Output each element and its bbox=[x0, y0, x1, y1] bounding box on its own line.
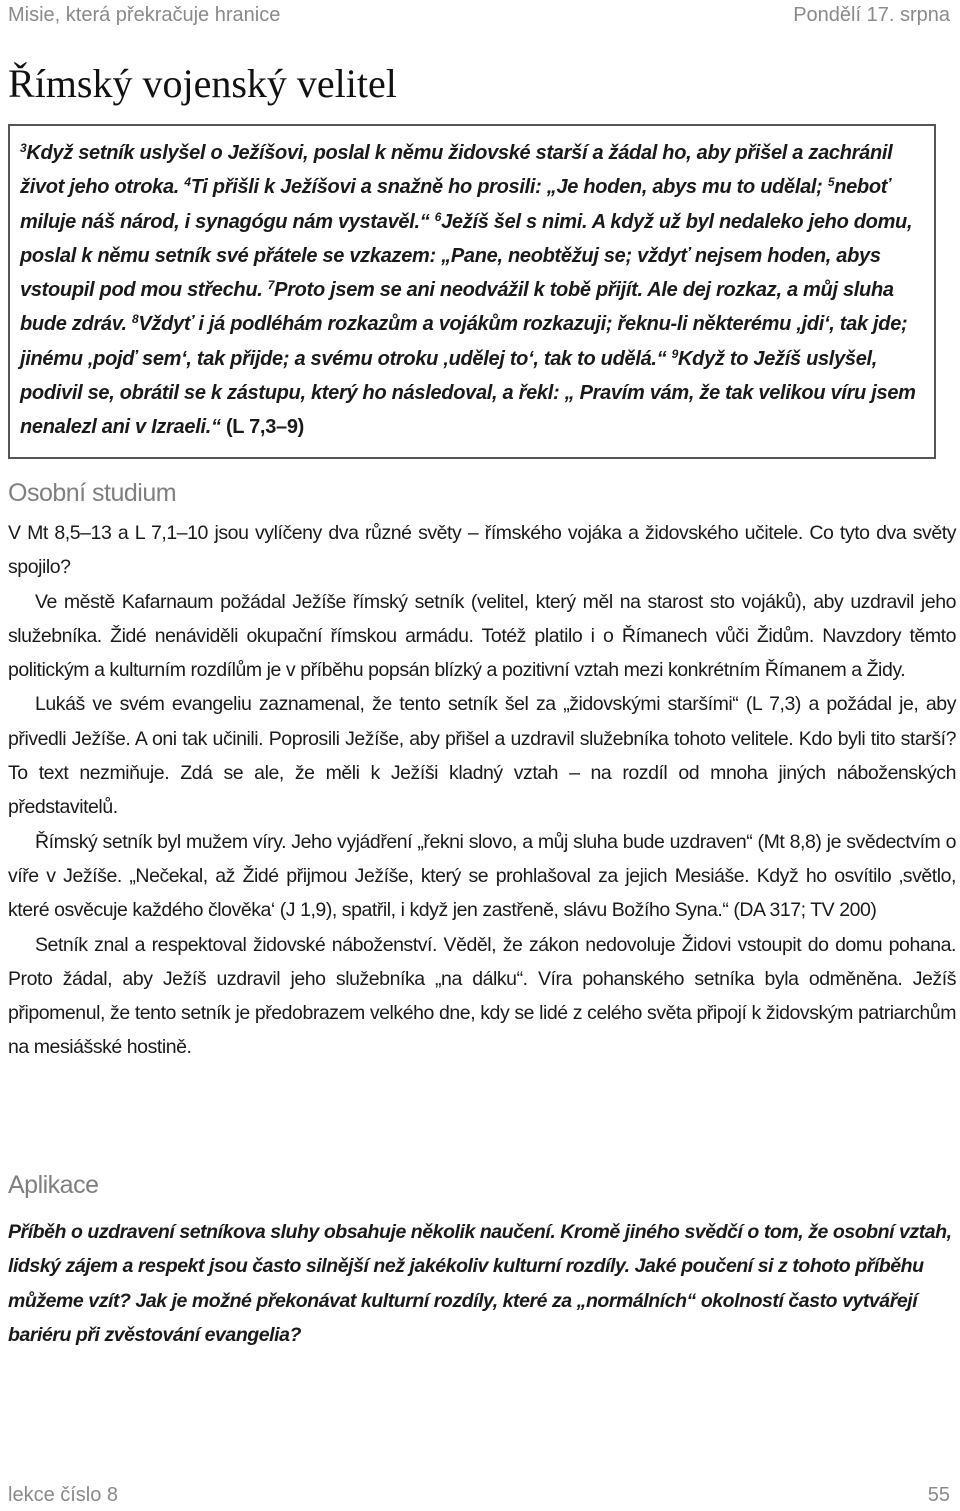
running-header-date: Pondělí 17. srpna bbox=[793, 4, 950, 26]
verse-text: Když to Ježíš uslyšel, podivil se, obrátil se k zástupu, který ho následoval, a řekl: „ Pravím vám, že tak velikou víru jsem nenalezl ani v Izraeli.“ bbox=[20, 347, 916, 439]
verse-number: 5 bbox=[827, 175, 835, 190]
study-paragraph: Ve městě Kafarnaum požádal Ježíše římský setník (velitel, který měl na starost sto vojáků), aby uzdravil jeho služebníka. Židé nenáviděli okupační římskou armádu. Totéž platilo i o Římanech vůči Židům. Navzdory těmto politickým a kulturním rozdílům je v příběhu popsán blízký a pozitivní vztah mezi konkrétním Římanem a Židy. bbox=[8, 590, 956, 682]
scripture-box bbox=[8, 124, 936, 459]
verse-text: neboť miluje náš národ, i synagógu nám vystavěl.“ bbox=[20, 176, 891, 233]
study-paragraph: Římský setník byl mužem víry. Jeho vyjádření „řekni slovo, a můj sluha bude uzdraven“ (Mt 8,8) je svědectvím o víře v Ježíše. „Nečekal, až Židé přijmou Ježíše, který se prohlašoval za jejich Mesiáše. Když ho osvítilo ‚světlo, které osvěcuje každého člověka‘ (J 1,9), spatřil, i když jen zastřeně, slávu Božího Syna.“ (DA 317; TV 200) bbox=[8, 830, 956, 922]
study-paragraph: Setník znal a respektoval židovské náboženství. Věděl, že zákon nedovoluje Židovi vstoupit do domu pohana. Proto žádal, aby Ježíš uzdravil jeho služebníka „na dálku“. Víra pohanského setníka byla odměněna. Ježíš připomenul, že tento setník je předobrazem velkého dne, kdy se lidé z celého světa připojí k židovským patriarchům na mesiášské hostině. bbox=[8, 933, 956, 1059]
verse-number: 4 bbox=[184, 175, 191, 190]
study-paragraph: V Mt 8,5–13 a L 7,1–10 jsou vylíčeny dva různé světy – římského vojáka a židovského učitele. Co tyto dva světy spojilo? bbox=[8, 522, 956, 579]
verse-number: 8 bbox=[132, 312, 139, 327]
verse-text: Ježíš šel s nimi. A když už byl nedaleko jeho domu, poslal k němu setník své přátele se vzkazem: „Pane, neobtěžuj se; vždyť nejsem hoden, abys vstoupil pod mou střechu. bbox=[20, 210, 913, 302]
scripture-text bbox=[20, 136, 924, 445]
application-paragraph: Příběh o uzdravení setníkova sluhy obsahuje několik naučení. Kromě jiného svědčí o tom, že osobní vztah, lidský zájem a respekt jsou často silnější než jakékoliv kulturní rozdíly. Jaké poučení si z tohoto příběhu můžeme vzít? Jak je možné překonávat kulturní rozdíly, které za „normálních“ okolností často vytvářejí bariéru při zvěstování evangelia? bbox=[8, 1221, 952, 1346]
page-number: 55 bbox=[927, 1484, 950, 1506]
verse-number: 9 bbox=[671, 346, 679, 361]
study-paragraph: Lukáš ve svém evangeliu zaznamenal, že tento setník šel za „židovskými staršími“ (L 7,3) a požádal je, aby přivedli Ježíše. A oni tak učinili. Poprosili Ježíše, aby přišel a uzdravil služebníka tohoto velitele. Kdo byli tito starší? To text nezmiňuje. Zdá se ale, že měli k Ježíši kladný vztah – na rozdíl od mnoha jiných náboženských představitelů. bbox=[8, 693, 956, 819]
verse-text: Ti přišli k Ježíšovi a snažně ho prosili: „Je hoden, abys mu to udělal; bbox=[190, 176, 823, 199]
verse-number: 6 bbox=[434, 209, 442, 224]
running-header-title: Misie, která překračuje hranice bbox=[8, 4, 281, 26]
footer-lesson: lekce číslo 8 bbox=[8, 1484, 119, 1506]
verse-number: 3 bbox=[20, 141, 27, 155]
verse-text: Vždyť i já podléhám rozkazům a vojákům rozkazuji; řeknu-li některému ‚jdi‘, tak jde; jinému ‚pojď sem‘, tak přijde; a svému otroku ‚udělej to‘, tak to udělá.“ bbox=[20, 313, 908, 370]
page-title: Římský vojenský velitel bbox=[8, 61, 397, 106]
verse-text: Když setník uslyšel o Ježíšovi, poslal k němu židovské starší a žádal ho, aby přišel a zachránil život jeho otroka. bbox=[20, 142, 893, 199]
application-heading: Aplikace bbox=[8, 1171, 99, 1199]
verse-number: 7 bbox=[267, 278, 275, 293]
study-heading: Osobní studium bbox=[8, 479, 177, 507]
scripture-reference: (L 7,3–9) bbox=[225, 416, 305, 439]
verse-text: Proto jsem se ani neodvážil k tobě přijít. Ale dej rozkaz, a můj sluha bude zdráv. bbox=[20, 279, 894, 336]
study-section bbox=[8, 516, 956, 1065]
application-section bbox=[8, 1215, 956, 1352]
